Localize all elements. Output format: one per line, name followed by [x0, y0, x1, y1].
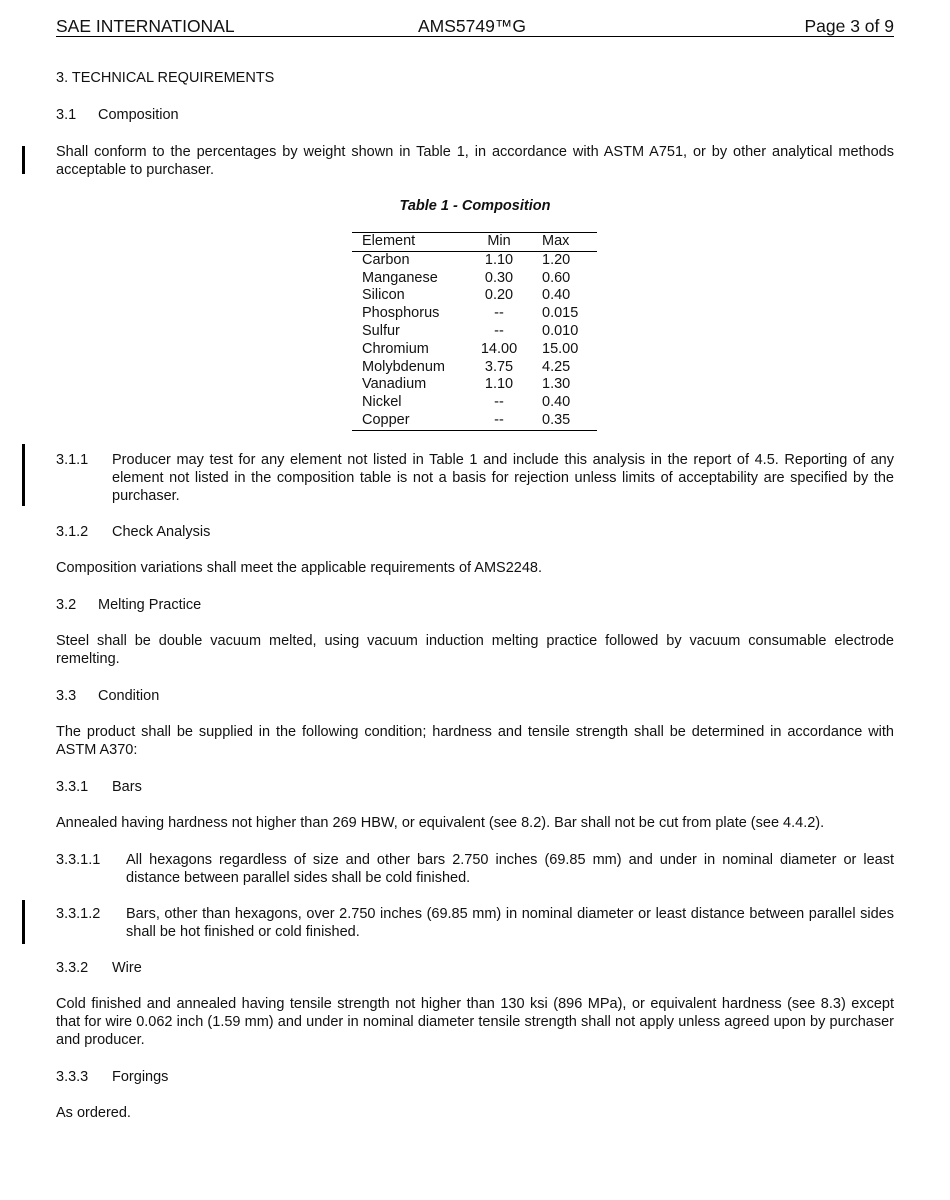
section-3-2-text: Steel shall be double vacuum melted, using vacuum induction melting practice followed by vacuum consumable electrode remelting.: [56, 633, 894, 667]
max-cell: 0.35: [542, 411, 571, 428]
section-3-3-1-1-number: 3.3.1.1: [56, 852, 101, 868]
table-row: [352, 412, 597, 430]
page-number: Page 3 of 9: [804, 16, 894, 36]
section-3-1-2-number: 3.1.2: [56, 524, 89, 540]
section-3-3-3-title: Forgings: [112, 1069, 169, 1085]
element-cell: Silicon: [362, 287, 405, 304]
document-id: AMS5749™G: [418, 16, 526, 36]
section-3-1-1-number: 3.1.1: [56, 452, 89, 468]
section-3-2-title: Melting Practice: [98, 597, 202, 613]
element-cell: Phosphorus: [362, 305, 440, 322]
max-cell: 0.40: [542, 287, 571, 304]
min-cell: 1.10: [484, 376, 514, 393]
table-row: [352, 270, 597, 288]
table-header-row: [352, 233, 597, 252]
max-cell: 1.30: [542, 376, 571, 393]
section-3-3-title: Condition: [98, 688, 160, 704]
table-1-caption: Table 1 - Composition: [399, 198, 551, 214]
section-3-3-1-1-text: All hexagons regardless of size and other bars 2.750 inches (69.85 mm) and under in nominal diameter or least distance between parallel sides shall be cold finished.: [126, 852, 894, 886]
section-3-heading: 3. TECHNICAL REQUIREMENTS: [56, 70, 275, 86]
min-cell: 14.00: [480, 340, 518, 357]
element-cell: Copper: [362, 411, 410, 428]
table-row: [352, 323, 597, 341]
table-row: [352, 251, 597, 269]
table-row: [352, 359, 597, 377]
section-3-1-number: 3.1: [56, 107, 77, 123]
section-3-3-2-text: Cold finished and annealed having tensile strength not higher than 130 ksi (896 MPa), or equivalent hardness (see 8.3) except that for wire 0.062 inch (1.59 mm) and under in nominal diameter tensile strength shall not apply unless agreed upon by purchaser and producer.: [56, 996, 894, 1048]
column-header-min: Min: [474, 233, 524, 252]
composition-table: [352, 232, 597, 431]
min-cell: 0.30: [484, 269, 514, 286]
table-row: [352, 287, 597, 305]
section-3-3-1-number: 3.3.1: [56, 779, 89, 795]
max-cell: 0.60: [542, 269, 571, 286]
element-cell: Manganese: [362, 269, 438, 286]
max-cell: 0.40: [542, 394, 571, 411]
min-cell: --: [494, 394, 504, 411]
section-3-3-2-title: Wire: [112, 960, 142, 976]
table-row: [352, 394, 597, 412]
min-cell: --: [494, 305, 504, 322]
column-header-element: Element: [352, 233, 474, 252]
composition-table-body: [352, 251, 597, 430]
section-3-3-1-2-text: Bars, other than hexagons, over 2.750 inches (69.85 mm) in nominal diameter or least distance between parallel sides shall be hot finished or cold finished.: [126, 906, 894, 940]
organization-name: SAE INTERNATIONAL: [56, 16, 235, 36]
section-3-3-2-number: 3.3.2: [56, 960, 89, 976]
max-cell: 0.015: [542, 305, 579, 322]
max-cell: 1.20: [542, 251, 571, 268]
section-3-1-text: Shall conform to the percentages by weight shown in Table 1, in accordance with ASTM A751, or by other analytical methods acceptable to purchaser.: [56, 144, 894, 178]
column-header-max: Max: [524, 233, 597, 252]
revision-bar: [22, 444, 25, 506]
section-3-1-2-title: Check Analysis: [112, 524, 211, 540]
page-header: [56, 14, 894, 37]
element-cell: Vanadium: [362, 376, 427, 393]
section-3-1-2-text: Composition variations shall meet the applicable requirements of AMS2248.: [56, 560, 543, 576]
section-3-1-1-text: Producer may test for any element not listed in Table 1 and include this analysis in the report of 4.5. Reporting of any element not listed in the composition table is not a basis for rejection unless limits of acceptability are specified by the purchaser.: [112, 452, 894, 504]
max-cell: 4.25: [542, 358, 571, 375]
min-cell: 0.20: [484, 287, 514, 304]
section-3-3-1-title: Bars: [112, 779, 142, 795]
min-cell: --: [494, 322, 504, 339]
element-cell: Nickel: [362, 394, 402, 411]
min-cell: --: [494, 411, 504, 428]
section-3-3-1-2-number: 3.3.1.2: [56, 906, 101, 922]
element-cell: Molybdenum: [362, 358, 446, 375]
section-3-3-1-text: Annealed having hardness not higher than 269 HBW, or equivalent (see 8.2). Bar shall not be cut from plate (see 4.4.2).: [56, 815, 825, 831]
table-row: [352, 305, 597, 323]
section-3-3-3-text: As ordered.: [56, 1105, 131, 1121]
element-cell: Chromium: [362, 340, 429, 357]
section-3-3-text: The product shall be supplied in the following condition; hardness and tensile strength shall be determined in accordance with ASTM A370:: [56, 724, 894, 758]
max-cell: 15.00: [542, 340, 579, 357]
element-cell: Carbon: [362, 251, 410, 268]
section-3-2-number: 3.2: [56, 597, 77, 613]
revision-bar: [22, 146, 25, 174]
section-3-3-number: 3.3: [56, 688, 77, 704]
table-row: [352, 376, 597, 394]
min-cell: 3.75: [484, 358, 514, 375]
table-row: [352, 341, 597, 359]
max-cell: 0.010: [542, 322, 579, 339]
revision-bar: [22, 900, 25, 944]
min-cell: 1.10: [484, 251, 514, 268]
section-3-3-3-number: 3.3.3: [56, 1069, 89, 1085]
section-3-1-title: Composition: [98, 107, 179, 123]
element-cell: Sulfur: [362, 322, 400, 339]
